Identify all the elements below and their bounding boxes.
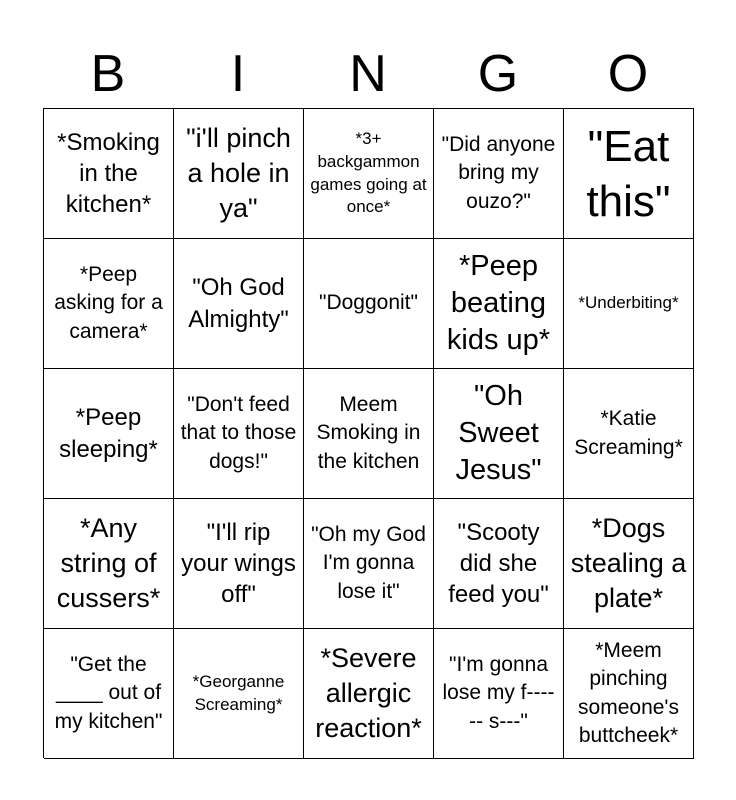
bingo-cell[interactable]: "Oh my God I'm gonna lose it" xyxy=(304,499,434,629)
bingo-cell[interactable]: *Peep beating kids up* xyxy=(434,239,564,369)
bingo-cell[interactable]: "Oh Sweet Jesus" xyxy=(434,369,564,499)
header-letter-g: G xyxy=(477,45,519,103)
bingo-cell[interactable]: *Underbiting* xyxy=(564,239,694,369)
bingo-cell[interactable]: *Peep sleeping* xyxy=(44,369,174,499)
header-letter-i: I xyxy=(230,45,246,103)
bingo-header xyxy=(43,40,693,108)
bingo-cell[interactable]: "Get the ____ out of my kitchen" xyxy=(44,629,174,759)
bingo-cell[interactable]: *Katie Screaming* xyxy=(564,369,694,499)
bingo-cell[interactable]: "Did anyone bring my ouzo?" xyxy=(434,109,564,239)
bingo-cell[interactable]: *Smoking in the kitchen* xyxy=(44,109,174,239)
bingo-cell[interactable]: "i'll pinch a hole in ya" xyxy=(174,109,304,239)
bingo-cell[interactable]: "I'm gonna lose my f------ s---" xyxy=(434,629,564,759)
bingo-cell[interactable]: *Severe allergic reaction* xyxy=(304,629,434,759)
bingo-cell[interactable]: *Dogs stealing a plate* xyxy=(564,499,694,629)
bingo-cell[interactable]: "Don't feed that to those dogs!" xyxy=(174,369,304,499)
header-letter-o: O xyxy=(607,45,649,103)
bingo-cell[interactable]: "Doggonit" xyxy=(304,239,434,369)
bingo-cell[interactable]: "Oh God Almighty" xyxy=(174,239,304,369)
bingo-cell[interactable]: *3+ backgammon games going at once* xyxy=(304,109,434,239)
bingo-cell[interactable]: *Georganne Screaming* xyxy=(174,629,304,759)
bingo-cell[interactable]: *Meem pinching someone's buttcheek* xyxy=(564,629,694,759)
header-letter-n: N xyxy=(349,45,387,103)
bingo-cell[interactable]: *Any string of cussers* xyxy=(44,499,174,629)
bingo-cell[interactable]: "Eat this" xyxy=(564,109,694,239)
bingo-cell[interactable]: "I'll rip your wings off" xyxy=(174,499,304,629)
bingo-cell[interactable]: *Peep asking for a camera* xyxy=(44,239,174,369)
header-letter-b: B xyxy=(90,45,126,103)
bingo-board xyxy=(43,108,694,758)
bingo-cell[interactable]: "Scooty did she feed you" xyxy=(434,499,564,629)
bingo-cell[interactable]: Meem Smoking in the kitchen xyxy=(304,369,434,499)
